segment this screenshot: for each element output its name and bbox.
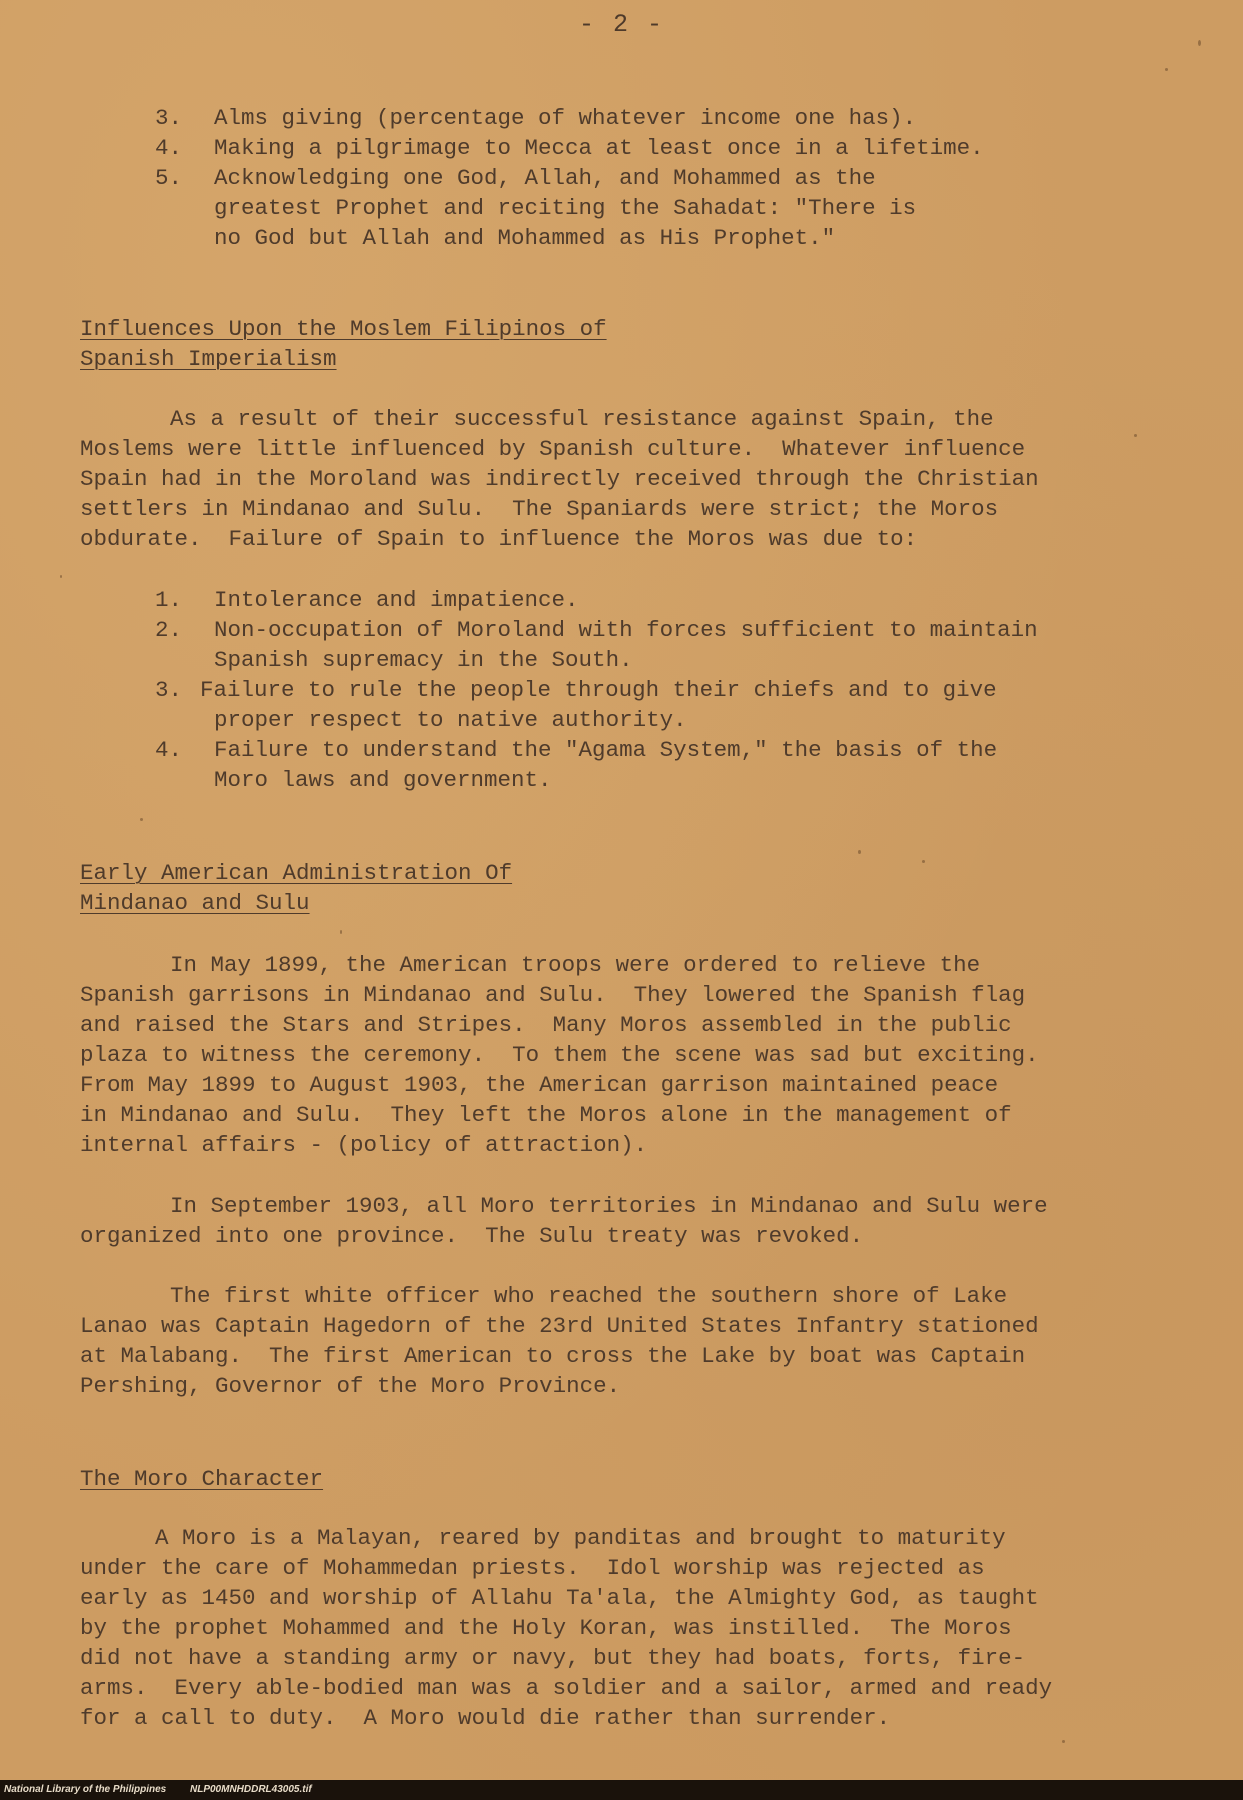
paper-speck [60, 575, 62, 578]
section-heading: Early American Administration Of [80, 860, 513, 886]
paragraph-line: at Malabang. The first American to cross the Lake by boat was Captain [80, 1343, 1026, 1369]
list-item-text: Failure to understand the "Agama System," the basis of the [214, 737, 998, 763]
section-heading: Mindanao and Sulu [80, 890, 310, 916]
list-item-number: 4. [155, 135, 183, 161]
list-item-text: Non-occupation of Moroland with forces sufficient to maintain [214, 617, 1038, 643]
list-item-text: Acknowledging one God, Allah, and Mohammed as the [214, 165, 876, 191]
list-item-number: 3. [155, 105, 183, 131]
page-number: - 2 - [578, 10, 664, 39]
list-item-text: Intolerance and impatience. [214, 587, 579, 613]
paragraph-line: The first white officer who reached the southern shore of Lake [170, 1283, 1008, 1309]
paragraph-line: Moslems were little influenced by Spanish culture. Whatever influence [80, 436, 1026, 462]
paragraph-line: by the prophet Mohammed and the Holy Koran, was instilled. The Moros [80, 1615, 1012, 1641]
list-item-number: 1. [155, 587, 183, 613]
list-item-text: Spanish supremacy in the South. [214, 647, 633, 673]
paragraph-line: arms. Every able-bodied man was a soldier and a sailor, armed and ready [80, 1675, 1053, 1701]
paragraph-line: Spanish garrisons in Mindanao and Sulu. They lowered the Spanish flag [80, 982, 1026, 1008]
section-heading: Influences Upon the Moslem Filipinos of [80, 316, 607, 342]
paper-speck [922, 860, 925, 863]
section-heading: Spanish Imperialism [80, 346, 337, 372]
list-item-text: proper respect to native authority. [214, 707, 687, 733]
paragraph-line: internal affairs - (policy of attraction). [80, 1132, 648, 1158]
archive-footer [0, 1780, 1243, 1800]
paragraph-line: A Moro is a Malayan, reared by panditas and brought to maturity [155, 1525, 1006, 1551]
paragraph-line: under the care of Mohammedan priests. Idol worship was rejected as [80, 1555, 985, 1581]
list-item-text: Failure to rule the people through their chiefs and to give [200, 677, 997, 703]
paragraph-line: From May 1899 to August 1903, the American garrison maintained peace [80, 1072, 999, 1098]
paragraph-line: in Mindanao and Sulu. They left the Moros alone in the management of [80, 1102, 1012, 1128]
list-item-text: no God but Allah and Mohammed as His Prophet." [214, 225, 836, 251]
footer-library-name: National Library of the Philippines [4, 1784, 167, 1795]
footer-file-id: NLP00MNHDDRL43005.tif [190, 1784, 312, 1795]
paper-speck [1198, 40, 1201, 46]
paragraph-line: As a result of their successful resistance against Spain, the [170, 406, 994, 432]
paper-speck [1165, 68, 1168, 71]
list-item-text: Moro laws and government. [214, 767, 552, 793]
paragraph-line: plaza to witness the ceremony. To them the scene was sad but exciting. [80, 1042, 1039, 1068]
list-item-number: 5. [155, 165, 183, 191]
list-item-text: greatest Prophet and reciting the Sahadat: "There is [214, 195, 917, 221]
paragraph-line: Lanao was Captain Hagedorn of the 23rd United States Infantry stationed [80, 1313, 1039, 1339]
paper-speck [140, 818, 143, 821]
paper-speck [858, 850, 861, 854]
list-item-text: Alms giving (percentage of whatever income one has). [214, 105, 917, 131]
list-item-number: 2. [155, 617, 183, 643]
paragraph-line: and raised the Stars and Stripes. Many Moros assembled in the public [80, 1012, 1012, 1038]
paper-speck [1062, 1740, 1065, 1743]
paragraph-line: Spain had in the Moroland was indirectly received through the Christian [80, 466, 1039, 492]
paragraph-line: settlers in Mindanao and Sulu. The Spaniards were strict; the Moros [80, 496, 999, 522]
paragraph-line: In September 1903, all Moro territories in Mindanao and Sulu were [170, 1193, 1048, 1219]
paragraph-line: organized into one province. The Sulu treaty was revoked. [80, 1223, 864, 1249]
paragraph-line: Pershing, Governor of the Moro Province. [80, 1373, 621, 1399]
paragraph-line: obdurate. Failure of Spain to influence the Moros was due to: [80, 526, 918, 552]
list-item-text: Making a pilgrimage to Mecca at least once in a lifetime. [214, 135, 984, 161]
list-item-number: 3. [155, 677, 183, 703]
paragraph-line: In May 1899, the American troops were ordered to relieve the [170, 952, 981, 978]
paper-speck [340, 930, 342, 934]
paragraph-line: did not have a standing army or navy, but they had boats, forts, fire- [80, 1645, 1026, 1671]
paragraph-line: early as 1450 and worship of Allahu Ta'ala, the Almighty God, as taught [80, 1585, 1039, 1611]
section-heading: The Moro Character [80, 1466, 324, 1492]
list-item-number: 4. [155, 737, 183, 763]
paper-speck [1134, 434, 1137, 437]
paragraph-line: for a call to duty. A Moro would die rather than surrender. [80, 1705, 891, 1731]
